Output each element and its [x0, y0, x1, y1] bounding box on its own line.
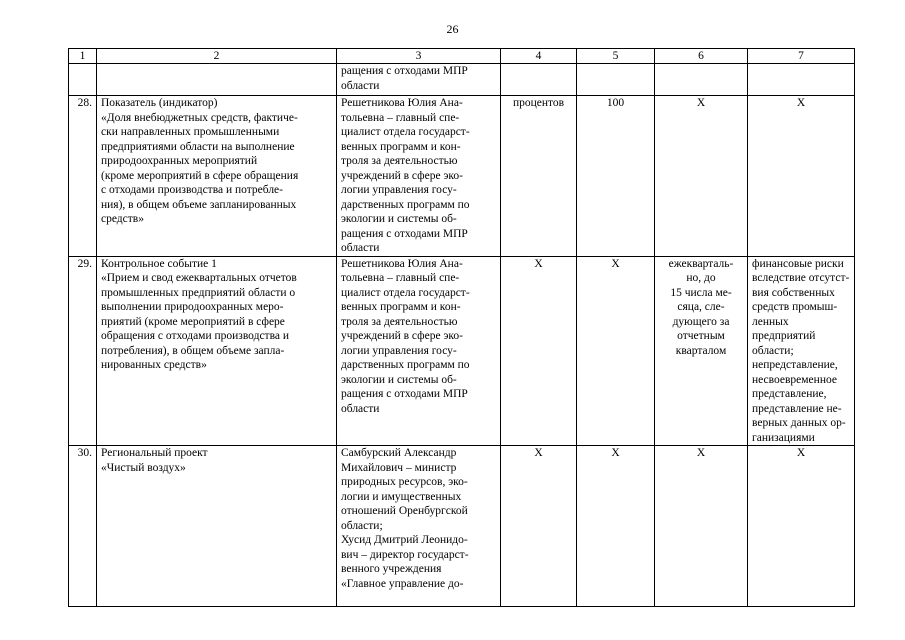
row-deadline: Х — [655, 446, 748, 607]
row-unit: Х — [501, 446, 577, 607]
table-row — [69, 256, 855, 446]
row-unit: процентов — [501, 96, 577, 257]
header-col-7: 7 — [748, 49, 855, 64]
page-number: 26 — [446, 22, 459, 36]
header-col-2: 2 — [97, 49, 337, 64]
row-name: Региональный проект «Чистый воздух» — [97, 446, 337, 607]
row-risks: Х — [748, 96, 855, 257]
table-row — [69, 446, 855, 607]
header-col-3: 3 — [337, 49, 501, 64]
header-col-1: 1 — [69, 49, 97, 64]
row-value: Х — [577, 446, 655, 607]
row-deadline — [655, 64, 748, 96]
row-name — [97, 64, 337, 96]
header-col-4: 4 — [501, 49, 577, 64]
row-name: Показатель (индикатор) «Доля внебюджетных средств, фактиче- ски направленных промышленными предприятиями области на выполнение природоохранных мероприятий (кроме мероприятий в сфере обращения с отходами производства и потребле- ния), в общем объеме запланированных средств» — [97, 96, 337, 257]
row-name: Контрольное событие 1 «Прием и свод ежеквартальных отчетов промышленных предприятий области о выполнении природоохранных меро- приятий (кроме мероприятий в сфере обращения с отходами производства и потребления), в общем объеме запла- нированных средств» — [97, 256, 337, 446]
table-row — [69, 64, 855, 96]
table-row — [69, 96, 855, 257]
row-number — [69, 64, 97, 96]
program-table — [68, 48, 855, 607]
row-responsible: Решетникова Юлия Ана- тольевна – главный спе- циалист отдела государст- венных программ и кон- троля за деятельностью учреждений в сфере эко- логии управления госу- дарственных программ по экологии и системы об- ращения с отходами МПР области — [337, 256, 501, 446]
row-value: 100 — [577, 96, 655, 257]
row-deadline: ежекварталь- но, до 15 числа ме- сяца, сле- дующего за отчетным кварталом — [655, 256, 748, 446]
row-unit — [501, 64, 577, 96]
row-number: 28. — [69, 96, 97, 257]
row-value — [577, 64, 655, 96]
row-risks: финансовые риски вследствие отсутст- вия собственных средств промыш- ленных предприятий области; непредставление, несвоевременное представление, представление не- верных данных ор- ганизациями — [748, 256, 855, 446]
row-risks — [748, 64, 855, 96]
header-col-5: 5 — [577, 49, 655, 64]
row-responsible: ращения с отходами МПР области — [337, 64, 501, 96]
row-unit: Х — [501, 256, 577, 446]
header-col-6: 6 — [655, 49, 748, 64]
row-risks: Х — [748, 446, 855, 607]
row-deadline: Х — [655, 96, 748, 257]
row-responsible: Решетникова Юлия Ана- тольевна – главный спе- циалист отдела государст- венных программ и кон- троля за деятельностью учреждений в сфере эко- логии управления госу- дарственных программ по экологии и системы об- ращения с отходами МПР области — [337, 96, 501, 257]
row-responsible: Самбурский Александр Михайлович – министр природных ресурсов, эко- логии и имущественных отношений Оренбургской области; Хусид Дмитрий Леонидо- вич – директор государст- венного учреждения «Главное управление до- — [337, 446, 501, 607]
row-number: 29. — [69, 256, 97, 446]
header-row — [69, 49, 855, 64]
row-number: 30. — [69, 446, 97, 607]
row-value: Х — [577, 256, 655, 446]
